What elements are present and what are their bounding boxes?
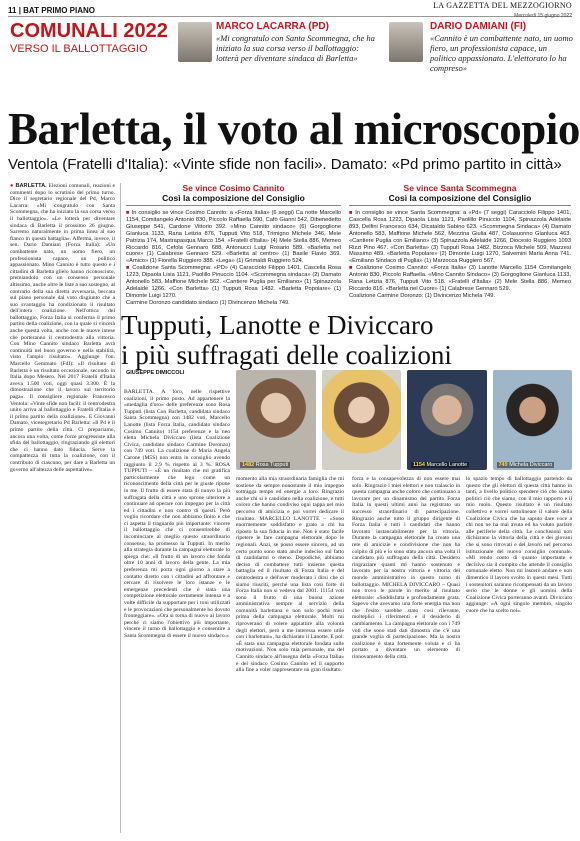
- headline-line-2: i più suffragati delle coalizioni: [121, 340, 452, 370]
- quote-damiani: [392, 20, 574, 73]
- box-header: [349, 183, 571, 206]
- box-paragraph: ■ Coalizione Cosimo Cannito: «Forza Italia» (3) Lanotte Marcello 1154 Comitangelo Antonio 830, Piccolo Raffaella. «Mino Cannito Sindaco» (3) Gorgoglione Gianluca 1133, Rana Letizia 876, Tupputi Vito 518. «Fratelli d'Italia» (2) Mele Stella 886, Memeo Riccardo 816. «Barletta nel Cuore» (1) Calabrese Gennaro 529.: [349, 265, 572, 292]
- square-bullet-icon: ■: [126, 265, 133, 272]
- main-headline: Barletta, il voto al microscopio: [8, 104, 580, 154]
- photo-caption: 1482 Rosa Tupputi: [242, 462, 289, 468]
- quote-text: «Mi congratulo con Santa Scommegna, che ha iniziato la sua corsa verso il ballottaggio: lotterà per diventare sindaca di Barletta»: [216, 33, 375, 63]
- box-kicker: Se vince Cosimo Cannito: [182, 183, 285, 193]
- section-name: BAT PRIMO PIANO: [23, 5, 96, 15]
- byline: GIUSEPPE DIMICCOLI: [126, 370, 185, 376]
- box-paragraph: Carmine Doronzo candidato sindaco (1) Divincenzo Michela 749.: [126, 299, 290, 306]
- quote-text: «Cannito è un combattente nato, un uomo fiero, un professionista capace, un politico appassionato. L'elettorato lo ha compreso»: [430, 33, 573, 73]
- box-title: Così la composizione del Consiglio: [126, 193, 341, 206]
- main-subhead: Ventola (Fratelli d'Italia): «Vinte sfide non facili». Damato: «Pd primo partito in città»: [8, 156, 562, 173]
- box-body: [349, 210, 571, 300]
- photo-tupputi: [236, 370, 316, 470]
- box-header: [126, 183, 341, 206]
- column-divider: [120, 183, 121, 833]
- quote-author: MARCO LACARRA (PD): [216, 21, 329, 32]
- left-column-article: [10, 183, 115, 833]
- article-lead: BARLETTA.: [15, 183, 47, 189]
- kicker-title: COMUNALI 2022: [10, 20, 168, 42]
- article-column-5: lo spazio tempo di ballottaggio partendo da questo che gli elettori di questa città hanno in tanti, a livello politico spendere ciò che siamo politici ciò che siamo, con il mio rapporto e il mio ruolo. Questo risultato è un risultato collettivo e vorrei sottolineare il valore della Coalizione Civica che ha saputo dare voce a chi non ne ha mai avuta ed ha voluto parlare alle periferie della città. Le conclusioni non dichiarano la vittoria della città e dei giovani che si sono ritrovati e del lavoro nel percorso istituzionale del nuovo consiglio comunale. «Mi rendo conto di quanto importante e decisivo sia il compito che attende il consiglio comunale eletto. Non mi lascerò andare e non dimentico il lavoro svolto in questi mesi. Tutti i sostenitori saranno ricompensati da un lavoro serio che le donne e gli uomini della Coalizione Civica porteranno avanti. Diviccaro aggiunge: «A ogni singolo membro, singolo cuore che ha scelto noi».: [466, 476, 572, 614]
- box-title: Così la composizione del Consiglio: [349, 193, 571, 206]
- box-paragraph: ■ Coalizione Santa Scommegna: «PD» (4) Caracciolo Filippo 1401, Cascella Rosa 1223, Dipaola Lisia 1121, Paolillo Pinuccio 1104. «Scommegna sindaca» (2) Damato Antonello 583, Maffione Michele 562. «Cantiere Puglia per Emiliano» (1) Spinazzola Adelaide 1266. «Con Barletta» (1) Tupputi Rosa 1482. «Barletta Popolare» (1) Dimonte Luigi 1270.: [126, 265, 341, 299]
- box-body: [126, 210, 341, 307]
- box-kicker: Se vince Santa Scommegna: [403, 183, 517, 193]
- photo-tupputi-portrait: [322, 370, 402, 470]
- headline-line-1: Tupputi, Lanotte e Diviccaro: [121, 310, 434, 340]
- article-column-4: forza e la consapevolezza di non essere mai solo. Ringrazio i miei elettori e non tralascio in questa campagna anche coloro che continuano a lavorare per un dinamismo del partito Forza Italia in questi ultimi anni ha registrato un successo straordinario di partecipazione. Ringrazio anche tutto il gruppo dirigente di Forza Italia e tutti i candidati che hanno lavorato instancabilmente per la vittoria. Durante la campagna elettorale ha creato una rete di amicizie e condivisione che non ha colpito di più e io sono stato ancora una volta il candidato più suffragato della città. Desidero ringraziare quanti mi hanno sostenuto e lavorato per la nostra vittoria e vittoria del mondo amministrativo in questo turno di ballottaggio. MICHELA DIVICCARO – Quasi non trovo le parole in merito al risultato elettorale: «Soddisfatta e profondamente grata. Sapevo che avevamo una forte energia ma non che l'esito sarebbe stato così rilevante, molteplici i riferimenti e il desiderio di cambiamento. La campagna elettorale con i 749 voti che sono stati dati dimostra che c'è una grande voglia di partecipazione. Ma la nostra coalizione è stata fortemente voluta e ci ha portato a diventare un elemento di rinnovamento della città.: [352, 476, 460, 661]
- photo-caption: 1154 Marcello Lanotte: [413, 462, 468, 468]
- square-bullet-icon: ■: [349, 265, 357, 272]
- article-column-3: momento alla mia straordinaria famiglia che mi sostiene da sempre nonostante il mio impegno sottragga tempo ed energie a loro. Ringrazio anche chi si è candidato nella coalizione, e tutti coloro che hanno condiviso ogni tappa nel mio percorso di amicizia e poi vorrei dedicare il risultato. MARCELLO LANOTTE – «Sono enormemente soddisfatto e grato a chi ha riposto la sua fiducia in me. Non è stato facile ripetere le fare campagna elettorale dopo le regionali. Anzi, se posso essere sincero, ad un certo punto sono stato anche indeciso sul fatto di candidarmi o meno. Dopodiché, abbiamo deciso di combattere tutti insieme questa battaglia ed il risultato di Forza Italia e del centrodestra e dell'aver moderato i dirsi che ci siamo riusciti, perché una lista così forte di Forza Italia non si vedeva dal 2001. 11154 voti sono il frutto di una buona azione amministrativa sempre al servizio della comunità barlettana e non solo pochi mesi prima della campagna elettorale. Molti mi riproverano di volere appiattire alla volontà degli elettori, però a me interessa essere utile con i barlettani», ha dichiarato il Lanotte. E poi: «È stata una campagna elettorale fondata sulle motivazioni. Non solo mia personale, ma del Cannito sindaco all'insegna della «Forza Italia» e del sindaco Cosimo Cannito ed il supporto alla fine a voler rappresentare un gran risultato.: [236, 476, 344, 674]
- page-header: [8, 1, 572, 19]
- photo-diviccaro: [493, 370, 573, 470]
- bullet-icon: ●: [10, 183, 16, 189]
- article-body: Elezioni comunali, reazioni e commenti dopo lo scrutinio del primo turno. Dice il segretario regionale del Pd, Marco Lacarra: «Mi congratulo con Santa Scommegna, che ha iniziato la sua corsa verso il ballottaggio». «Le lotterà per diventare sindaca di Barletta il prossimo 26 giugno. Sarremo naturalmente in prima linea al suo fianco in questa battaglia». Afferma, invece, il sen. Dario Damiani (Forza Italia): «Un combattente nato, un uomo fiero, un professionista capace, un politico appassionato. Mino Cannito è tutto questo e i cittadini di Barletta glielo hanno riconosciuto, premiandolo con un consenso personale altissimo, anche oltre le liste a suo sostegno, al contrario della sua diretta avversaria, beccata sul piano personale dal voto disgiunto che a suo svantaggio ha condizionato il risultato dell'intera coalizione. Nell'ottica del ballottaggio, Forza Italia si conferma il primo partito della coalizione, con la quale si vincerà anche questa volta, anche con le nuove intese che porteranno il centrodestra alla vittoria. Con Mino Cannito sindaco Barletta avrà continuità nel buon governo e nella stabilità, visto l'ampio risultato». Aggiunge l'on. Marcello Gemmato (FdI): «Il risultato di Barletta è un risultato eccezionale, secondo in Italia dopo Mesero. Nel 2017 Fratelli d'Italia aveva 1.500 voti, oggi quasi 3.300. È la dimostrazione che il lavoro sul territorio paga». Il consigliere regionale Francesco Ventola: «Vinte sfide non facili: il centrodestra unito arriva al ballottaggio e Fratelli d'Italia è il primo partito della coalizione». E Giovanni Damato, vicesegretario Pd Barletta: «Il Pd è il primo partito della città. Ci prepariamo, ancora una volta, come forze progressiste alla sfida del ballottaggio, ringraziando gli elettori che ci hanno dato fiducia. Serve la compattezza di tutta la coalizione, con il contributo di ciascuno, per dare a Barletta un governo all'altezza delle aspettative».: [10, 183, 115, 473]
- photo-lanotte: [407, 370, 487, 470]
- square-bullet-icon: ■: [126, 210, 132, 216]
- photo-strip: [236, 370, 572, 470]
- kicker-subtitle: VERSO IL BALLOTTAGGIO: [10, 43, 148, 55]
- box-paragraph: ■ In consiglio se vince Cosimo Cannito: a «Forza Italia» (6 seggi) Ca notte Marcello 1154, Comitangelo Antonio 830, Piccolo Raffaella 590, Cafò Gianni 542, Dibenedetto Giuseppe 541, Cardone Vittorio 392. «Mino Cannito sindaco» (6) Gorgoglione Gianluca 1133, Rana Letizia 876, Tupputi Vito 518, Trimigno Michele 346, Mele Patrizia 174, Mastrapasqua Marco 154. «Fratelli d'Italia» (4) Mele Stella 886, Memeo Riccardo 816, Cefola Gennaro 688, Antonucci Luigi Rosario 589. «Barletta nel cuore» (1) Calabrese Gennaro 529. «Barletta al centro» (1) Basile Flavio 369. «Amico» (1) Fiorella Ruggiero 388. «Lega» (1) Grimaldi Ruggiero 524.: [126, 210, 342, 265]
- secondary-headline: [121, 310, 571, 370]
- masthead: [433, 1, 572, 19]
- photo-caption: 749 Michela Diviccaro: [498, 462, 553, 468]
- quote-lacarra: [180, 20, 378, 63]
- section-label: 11 | BAT PRIMO PIANO: [8, 5, 96, 15]
- box-paragraph: ■ In consiglio se vince Santa Scommegna: a «Pd» (7 seggi) Caracciolo Filippo 1401, Cascella Rosa 1223, Dipaola Lisia 1121, Paolillo Pinuccio 1104, Spinazzola Adelaide 893, Delfini Francesco 634, Dicataldo Sabino 623. «Scommegna Sindaca» (4) Damato Antonello 583, Maffione Michele 562, Mezzina Giulia 487, Colasuonno Gianluca 463. «Cantiere Puglia con Emiliano» (3) Spinazzola Adelaide 1266, Diocesio Ruggiero 1093 Rizzi Pino 467. «Con Barletta» (3) Tupputi Rosa 1482, Bizzoca Michele 509, Mazzesi Massimo 489. «Barletta Popolare» (2) Dimonte Luigi 1270, Salvemini Maria Anna 741. «Emiliano Sindaco di Puglia» (1) Marzocca Ruggiero 567.: [349, 210, 571, 265]
- box-paragraph: Coalizione Carmine Doronzo: (1) Divincenzo Michela 749.: [349, 292, 496, 299]
- quote-author: DARIO DAMIANI (FI): [430, 21, 527, 32]
- article-column-2: BARLETTA. A loro, nelle rispettive coalizioni, il primo posto. Ad appartenere la «medaglia d'oro» delle preferenze sono Rosa Tupputi (lista Con Barletta, candidata sindaco Santa Scommegna) con 1482 voti, Marcello Lanotte (lista Forza Italia, candidato sindaco Cosimo Cannito) 1154 preferenze e la neo eletta Michela Diviccaro (lista Coalizione Civica, candidato sindaco Carmine Doronzo) con 749 voti. La coalizione di Maria Angela Carone (M5S) non entra in consiglio avendo raggiunto il 2,9 % rispetto al 3 %. ROSA TUPPUTI – «È un risultato che mi gratifica particolarmente che lego come un riconoscimento della città per le giuste ripone in me. Il frutto di essere stata di nuovo la più suffragata della città e uno sprone ulteriore a continuare ad operare con impegno per la città ed i cittadini e non contro di questi. Però voglio ricordare che non abbiamo finito e che ci aspetta il traguardo più importante: vincere il ballottaggio che ci consentirebbe di incominciare al meglio questo straordinario consenso, ha promesso la Tupputi. In merito alla strategia durante la campagna elettorale lo spiega che: «Il frutto di un lavoro che fonda oltre 10 anni di lavoro della gente. La mia preferenza mi porta ogni giorno a stare a contatto diretto con i cittadini ad affrontare e cercare di risolvere le loro istanze e le emergenze precedenti che è stata una competizione elettorale certamente intensa e a volte difficile da supportare per i toni utilizzati e le provocazioni che personalmente ho dovuto fronteggiare». «Ora si torna di nuovo al lavoro perché ci siamo l'obiettivo più importante, vincere il turno di ballottaggio e consentire a Santa Scommegna di essere il nuovo sindaco.»: [124, 389, 230, 639]
- page-number: 11: [8, 5, 17, 15]
- paper-name: LA GAZZETTA DEL MEZZOGIORNO: [433, 1, 572, 10]
- square-bullet-icon: ■: [349, 210, 356, 216]
- issue-date: Mercoledì 15 giugno 2022: [514, 13, 572, 19]
